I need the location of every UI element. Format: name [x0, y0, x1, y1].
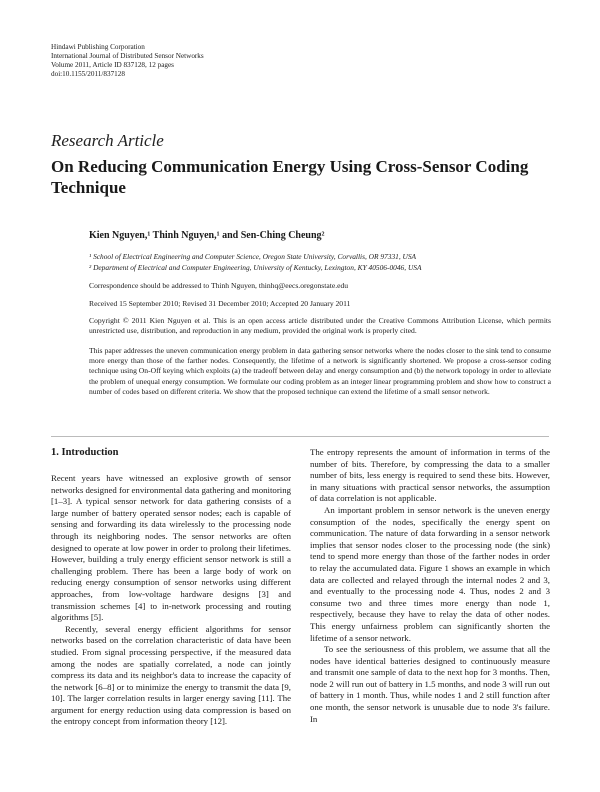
- paragraph: An important problem in sensor network is the uneven energy consumption of the nodes, specifically the energy spent on communication. The nature of data forwarding in a sensor network implies that sensor nodes closer to the processing node (the sink) tend to spend more energy than those of the farther nodes in order to relay the accumulated data. Figure 1 shows an example in which data are collected and relayed through the internal nodes 2 and 3, and eventually to the processing node 4. Thus, nodes 2 and 3 consume two and three times more energy than node 1, respectively, because they have to relay the data of other nodes. This energy unfairness problem can significantly shorten the lifetime of a sensor network.: [310, 504, 550, 643]
- paper-title: On Reducing Communication Energy Using Cross-Sensor Coding Technique: [51, 157, 529, 197]
- right-column: [310, 447, 550, 725]
- volume-info: Volume 2011, Article ID 837128, 12 pages: [51, 61, 174, 69]
- article-type: Research Article: [51, 131, 164, 150]
- article-dates: Received 15 September 2010; Revised 31 December 2010; Accepted 20 January 2011: [89, 299, 351, 308]
- author-list: Kien Nguyen,¹ Thinh Nguyen,¹ and Sen-Ching Cheung²: [89, 230, 325, 241]
- paragraph: To see the seriousness of this problem, we assume that all the nodes have identical batteries designed to continuously measure and transmit one sample of data to the next hop for 3 months. Then, node 2 will run out of battery in 1.5 months, and node 3 will run out of battery in 1 month. Thus, while nodes 1 and 2 still function after one month, the sensor network is unusable due to node 3's failure. In: [310, 644, 550, 724]
- paragraph: The entropy represents the amount of information in terms of the number of bits. Therefore, by compressing the data to a smaller number of bits, less energy is required to send these bits. However, in many situations with practical sensor networks, the assumption of data correlation is not applicable.: [310, 447, 550, 504]
- section-divider: [51, 436, 549, 437]
- section-heading: 1. Introduction: [51, 447, 119, 458]
- affiliation-2: ² Department of Electrical and Computer Engineering, University of Kentucky, Lexington, KY 40506-0046, USA: [89, 263, 422, 272]
- affiliation-1: ¹ School of Electrical Engineering and Computer Science, Oregon State University, Corvallis, OR 97331, USA: [89, 252, 417, 261]
- copyright-notice: Copyright © 2011 Kien Nguyen et al. This is an open access article distributed under the Creative Commons Attribution License, which permits unrestricted use, distribution, and reproduction in any medium, provided the original work is properly cited.: [89, 316, 551, 336]
- correspondence: Correspondence should be addressed to Thinh Nguyen, thinhq@eecs.oregonstate.edu: [89, 281, 349, 290]
- journal-name: International Journal of Distributed Sensor Networks: [51, 52, 204, 60]
- left-column: [51, 473, 291, 728]
- doi: doi:10.1155/2011/837128: [51, 70, 125, 78]
- paragraph: Recently, several energy efficient algorithms for sensor networks based on the correlation characteristic of data have been studied. From signal processing perspective, if the measured data among the nodes are spatially correlated, a node can jointly compress its data and its neighbor's data to increase the capacity of the network [6–8] or to minimize the energy to transmit the data [9, 10]. The larger correlation results in larger energy saving [11]. The argument for energy reduction using data compression is based on the entropy concept from information theory [12].: [51, 623, 291, 727]
- journal-header: [51, 43, 204, 79]
- abstract: This paper addresses the uneven communication energy problem in data gathering sensor networks where the nodes closer to the sink tend to consume more energy than those of the farther nodes. Consequently, the lifetime of a network is significantly shortened. We propose a cross-sensor coding technique using On-Off keying which exploits (a) the tradeoff between delay and energy consumption and (b) the network topology in order to alleviate the problem of unequal energy consumption. We formulate our coding problem as an integer linear programming problem and show how to construct a number of codes based on different criteria. We show that the proposed technique can extend the lifetime of a small sensor network.: [89, 346, 551, 396]
- publisher: Hindawi Publishing Corporation: [51, 43, 145, 51]
- paragraph: Recent years have witnessed an explosive growth of sensor networks designed for environmental data gathering and monitoring [1–3]. A typical sensor network for data gathering consists of a large number of battery operated sensor nodes; each is capable of sensing and forwarding its data wirelessly to the processing node through its neighboring nodes. The sensor networks are often designed to operate at low power in order to prolong their lifetimes. However, building a truly energy efficient sensor network is still a challenging problem. There has been a large body of work on reducing energy consumption of sensor networks using different approaches, from low-voltage hardware designs [3] and transmission schemes [4] to in-network processing and routing algorithms [5].: [51, 473, 291, 623]
